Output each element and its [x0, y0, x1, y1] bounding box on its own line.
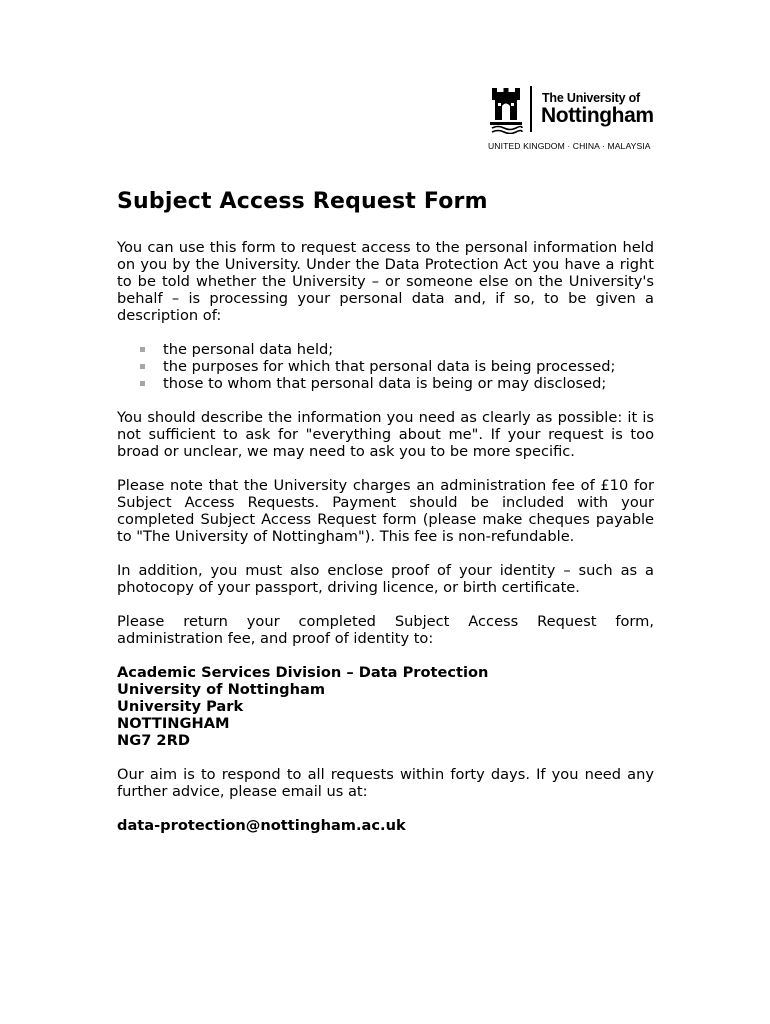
aim-paragraph: Our aim is to respond to all requests within forty days. If you need any further advice, please email us at: — [117, 766, 654, 800]
address-line: NG7 2RD — [117, 732, 190, 749]
list-item — [137, 375, 654, 392]
address-line: University of Nottingham — [117, 681, 326, 698]
list-item-text: those to whom that personal data is being or may disclosed; — [163, 375, 607, 392]
address-line: NOTTINGHAM — [117, 715, 230, 732]
address-line: University Park — [117, 698, 244, 715]
intro-paragraph: You can use this form to request access to the personal information held on you by the University. Under the Data Protection Act you have a right to be told whether the University – or someone else on the University's behalf – is processing your personal data and, if so, to be given a description of: — [117, 239, 654, 324]
logo-text-line2: Nottingham — [541, 104, 654, 127]
list-item-text: the personal data held; — [163, 341, 334, 358]
form-content — [117, 187, 654, 834]
describe-paragraph: You should describe the information you need as clearly as possible: it is not sufficient to ask for "everything about me". If your request is too broad or unclear, we may need to ask you to be more specific. — [117, 409, 654, 460]
logo-divider — [530, 86, 532, 132]
list-item — [137, 341, 654, 358]
identity-paragraph: In addition, you must also enclose proof of your identity – such as a photocopy of your passport, driving licence, or birth certificate. — [117, 562, 654, 596]
list-item-text: the purposes for which that personal data is being processed; — [163, 358, 616, 375]
logo-campuses: UNITED KINGDOM · CHINA · MALAYSIA — [488, 141, 651, 151]
castle-crest-icon — [488, 86, 524, 134]
address-line: Academic Services Division – Data Protection — [117, 664, 489, 681]
contact-email[interactable]: data-protection@nottingham.ac.uk — [117, 817, 406, 834]
return-paragraph: Please return your completed Subject Access Request form, administration fee, and proof of identity to: — [117, 613, 654, 647]
square-bullet-icon — [140, 347, 145, 352]
logo-text-line1: The University of — [542, 91, 641, 105]
page-title: Subject Access Request Form — [117, 189, 488, 214]
square-bullet-icon — [140, 364, 145, 369]
postal-address — [117, 664, 654, 749]
list-item — [137, 358, 654, 375]
description-list — [117, 341, 654, 392]
fee-paragraph: Please note that the University charges an administration fee of £10 for Subject Access Requests. Payment should be included with your completed Subject Access Request form (please make cheques payable to "The University of Nottingham"). This fee is non-refundable. — [117, 477, 654, 545]
university-logo — [488, 86, 658, 152]
square-bullet-icon — [140, 381, 145, 386]
